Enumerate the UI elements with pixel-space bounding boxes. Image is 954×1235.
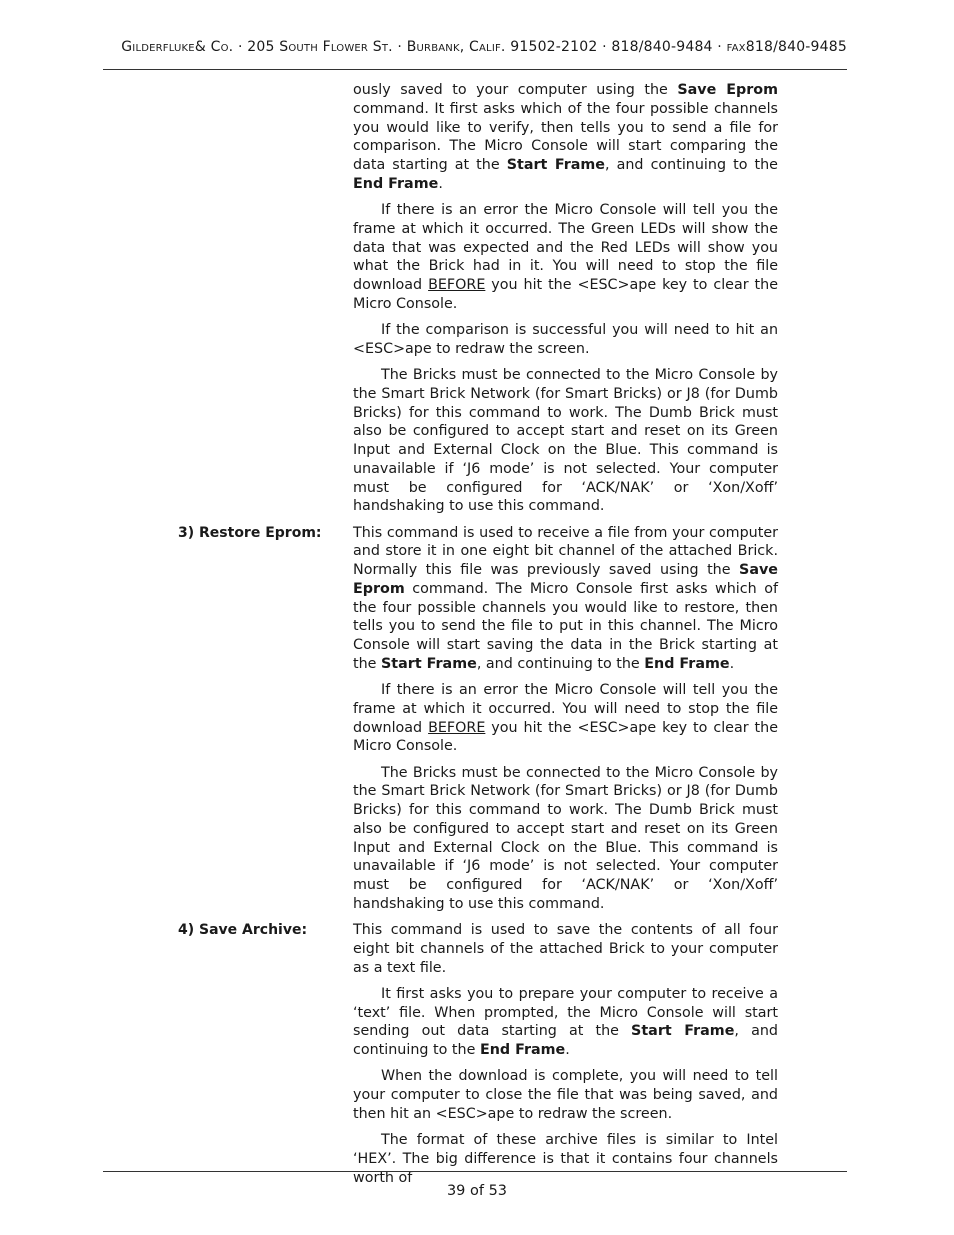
header-text-part: 818/840-9485 xyxy=(745,39,847,55)
text-run: , and continuing to the xyxy=(605,157,778,173)
section-label: 3) Restore Eprom: xyxy=(178,524,322,541)
text-run: It first asks you to prepare your computer to receive a ‘text’ file. When prompted, the Micro Console will start sending out data starting at the xyxy=(353,985,778,1040)
text-run: . xyxy=(729,655,735,672)
body-paragraph xyxy=(353,321,778,359)
text-run: This command is used to save the contents of all four eight bit channels of the attached Brick to your computer as a text file. xyxy=(353,922,778,976)
header-rule xyxy=(103,69,847,70)
text-run: If the comparison is successful you will need to hit an <ESC>ape to redraw the screen. xyxy=(353,322,778,357)
bold-term: Save Eprom xyxy=(353,562,778,597)
text-run: The Bricks must be connected to the Micro Console by the Smart Brick Network (for Smart Bricks) or J8 (for Dumb Bricks) for this command to work. The Dumb Brick must also be configured to accept start and reset on its Green Input and External Clock on the Blue. This command is unavailable if ‘J6 mode’ is not selected. Your computer must be configured for ‘ACK/NAK’ or ‘Xon/Xoff’ handshaking to use this command. xyxy=(353,764,778,912)
text-run: , and continuing to the xyxy=(476,655,645,672)
bold-term: Start Frame xyxy=(506,157,605,173)
text-run: . xyxy=(565,1042,570,1058)
bold-term: End Frame xyxy=(479,1042,566,1058)
page-body xyxy=(0,81,954,1195)
body-paragraph xyxy=(178,921,778,977)
body-paragraph xyxy=(353,201,778,314)
body-paragraph xyxy=(353,985,778,1060)
body-paragraph xyxy=(353,81,778,194)
text-run: If there is an error the Micro Console will tell you the frame at which it occurred. You will need to stop the file download xyxy=(353,682,778,736)
bold-term: Start Frame xyxy=(631,1023,735,1040)
header-text-part: · 205 xyxy=(233,39,280,55)
text-run: , and continuing to the xyxy=(353,1023,778,1058)
header-text-part: · xyxy=(392,39,407,55)
bold-term: End Frame xyxy=(644,655,730,672)
text-run: The Bricks must be connected to the Micro Console by the Smart Brick Network (for Smart Bricks) or J8 (for Dumb Bricks) for this command to work. The Dumb Brick must also be configured to accept start and reset on its Green Input and External Clock on the Blue. This command is unavailable if ‘J6 mode’ is not selected. Your computer must be configured for ‘ACK/NAK’ or ‘Xon/Xoff’ handshaking to use this command. xyxy=(353,367,778,515)
header-text-part: Co. xyxy=(210,39,234,55)
text-run: This command is used to receive a file from your computer and store it in one eight bit channel of the attached Brick. Normally this file was previously saved using the xyxy=(353,524,778,578)
header-text-part: 91502-2102 · 818/840-9484 · xyxy=(505,39,727,55)
text-run: you hit the <ESC>ape key to clear the Micro Console. xyxy=(353,277,778,312)
text-run: If there is an error the Micro Console will tell you the frame at which it occurred. The Green LEDs will show the data that was expected and the Red LEDs will show you what the Brick had in it. You will need to stop the file download xyxy=(353,202,778,293)
header-text-part: & xyxy=(194,39,211,55)
page-number: 39 of 53 xyxy=(446,1183,508,1199)
text-run: command. It first asks which of the four possible channels you would like to verify, then tells you to send a file for comparison. The Micro Console will start comparing the data starting at the xyxy=(353,100,778,173)
text-run: When the download is complete, you will need to tell your computer to close the file that was being saved, and then hit an <ESC>ape to redraw the screen. xyxy=(353,1068,778,1122)
bold-term: Start Frame xyxy=(381,655,477,672)
header-text-part: Burbank, Calif. xyxy=(406,39,506,55)
footer-rule xyxy=(103,1171,847,1172)
body-paragraph xyxy=(353,1067,778,1123)
body-paragraph xyxy=(353,764,778,914)
bold-term: Save Eprom xyxy=(677,82,778,98)
text-run: . xyxy=(438,175,443,192)
text-run: you hit the <ESC>ape key to clear the Micro Console. xyxy=(353,719,778,755)
running-header xyxy=(0,39,847,55)
header-text-part: South Flower St. xyxy=(279,39,393,55)
header-text-part: fax xyxy=(726,39,746,55)
body-paragraph xyxy=(178,524,778,674)
header-text-part: Gilderfluke xyxy=(121,39,195,55)
text-run: The format of these archive files is similar to Intel ‘HEX’. The big difference is that it contains four channels worth of xyxy=(353,1132,778,1186)
body-paragraph xyxy=(353,681,778,756)
underlined-term: BEFORE xyxy=(428,277,486,293)
body-paragraph xyxy=(353,1131,778,1187)
body-paragraph xyxy=(353,366,778,516)
underlined-term: BEFORE xyxy=(428,719,486,736)
bold-term: End Frame xyxy=(353,175,439,192)
text-run: ously saved to your computer using the xyxy=(353,82,678,98)
section-label: 4) Save Archive: xyxy=(178,922,308,938)
text-run: command. The Micro Console first asks which of the four possible channels you would like to restore, then tells you to send the file to put in this channel. The Micro Console will start saving the data in the Brick starting at the xyxy=(353,580,778,672)
